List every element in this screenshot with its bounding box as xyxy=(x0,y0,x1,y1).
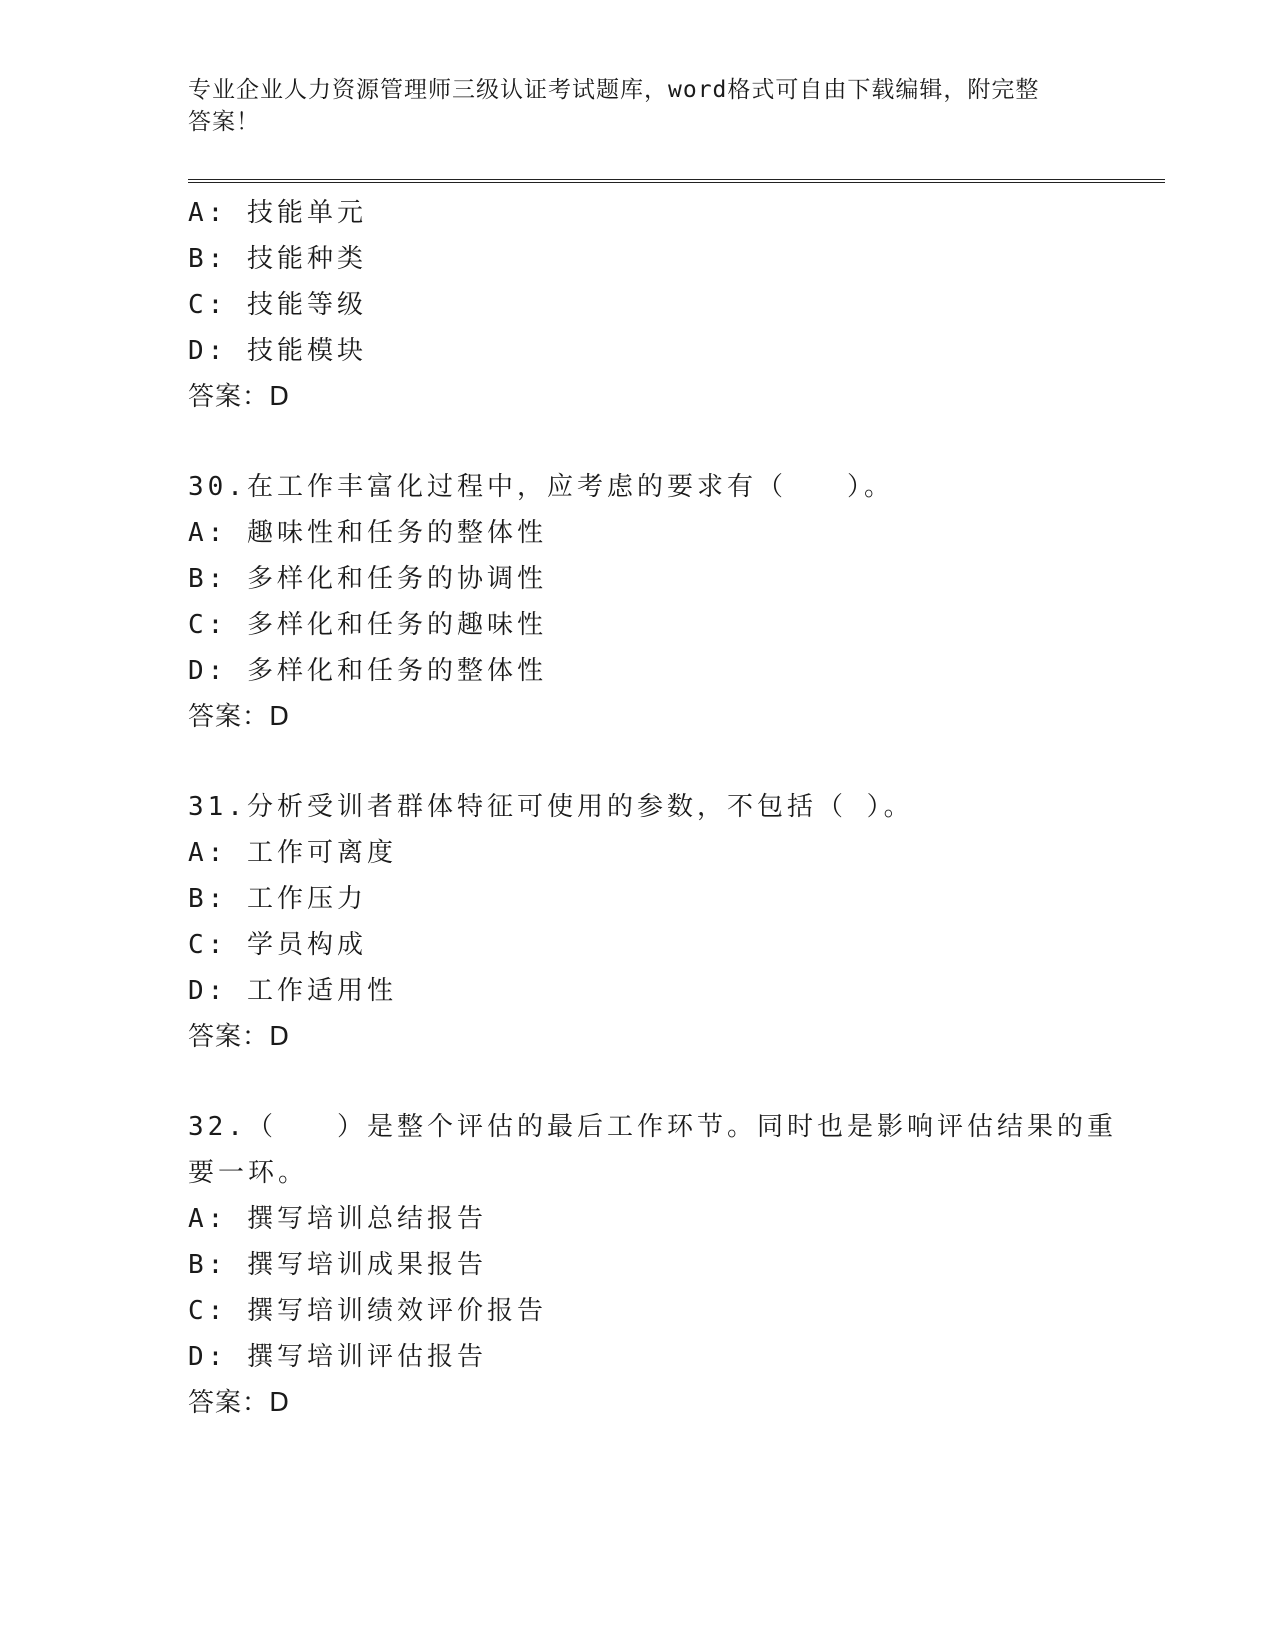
question-stem: 30.在工作丰富化过程中，应考虑的要求有（ ）。 xyxy=(188,472,894,502)
option-a: A: 技能单元 xyxy=(188,198,367,228)
option-a: A: 工作可离度 xyxy=(188,838,397,868)
option-b: B: 撰写培训成果报告 xyxy=(188,1250,487,1280)
document-header xyxy=(188,74,1068,138)
option-c: C: 撰写培训绩效评价报告 xyxy=(188,1296,547,1326)
option-c: C: 多样化和任务的趣味性 xyxy=(188,610,547,640)
question-stem-line-2: 要一环。 xyxy=(188,1158,309,1188)
header-line-1: 专业企业人力资源管理师三级认证考试题库，word格式可自由下载编辑，附完整 xyxy=(188,77,1040,103)
question-30 xyxy=(188,464,1088,740)
answer-line: 答案：D xyxy=(188,1388,291,1418)
question-stem-line-1: 32.（ ）是整个评估的最后工作环节。同时也是影响评估结果的重 xyxy=(188,1112,1117,1142)
option-c: C: 技能等级 xyxy=(188,290,367,320)
answer-line: 答案：D xyxy=(188,1022,291,1052)
option-b: B: 工作压力 xyxy=(188,884,367,914)
spacer xyxy=(188,420,1088,464)
header-divider xyxy=(188,179,1165,183)
option-d: D: 撰写培训评估报告 xyxy=(188,1342,487,1372)
option-d: D: 技能模块 xyxy=(188,336,367,366)
option-a: A: 撰写培训总结报告 xyxy=(188,1204,487,1234)
option-d: D: 多样化和任务的整体性 xyxy=(188,656,547,686)
option-d: D: 工作适用性 xyxy=(188,976,397,1006)
option-b: B: 多样化和任务的协调性 xyxy=(188,564,547,594)
option-a: A: 趣味性和任务的整体性 xyxy=(188,518,547,548)
answer-line: 答案：D xyxy=(188,382,291,412)
question-32 xyxy=(188,1104,1117,1426)
option-b: B: 技能种类 xyxy=(188,244,367,274)
question-29 xyxy=(188,190,1088,420)
question-stem: 31.分析受训者群体特征可使用的参数，不包括（ ）。 xyxy=(188,792,914,822)
question-31 xyxy=(188,784,1088,1060)
answer-line: 答案：D xyxy=(188,702,291,732)
question-list xyxy=(188,190,1117,1426)
option-c: C: 学员构成 xyxy=(188,930,367,960)
spacer xyxy=(188,740,1088,784)
spacer xyxy=(188,1060,1088,1104)
header-line-2: 答案！ xyxy=(188,109,260,135)
